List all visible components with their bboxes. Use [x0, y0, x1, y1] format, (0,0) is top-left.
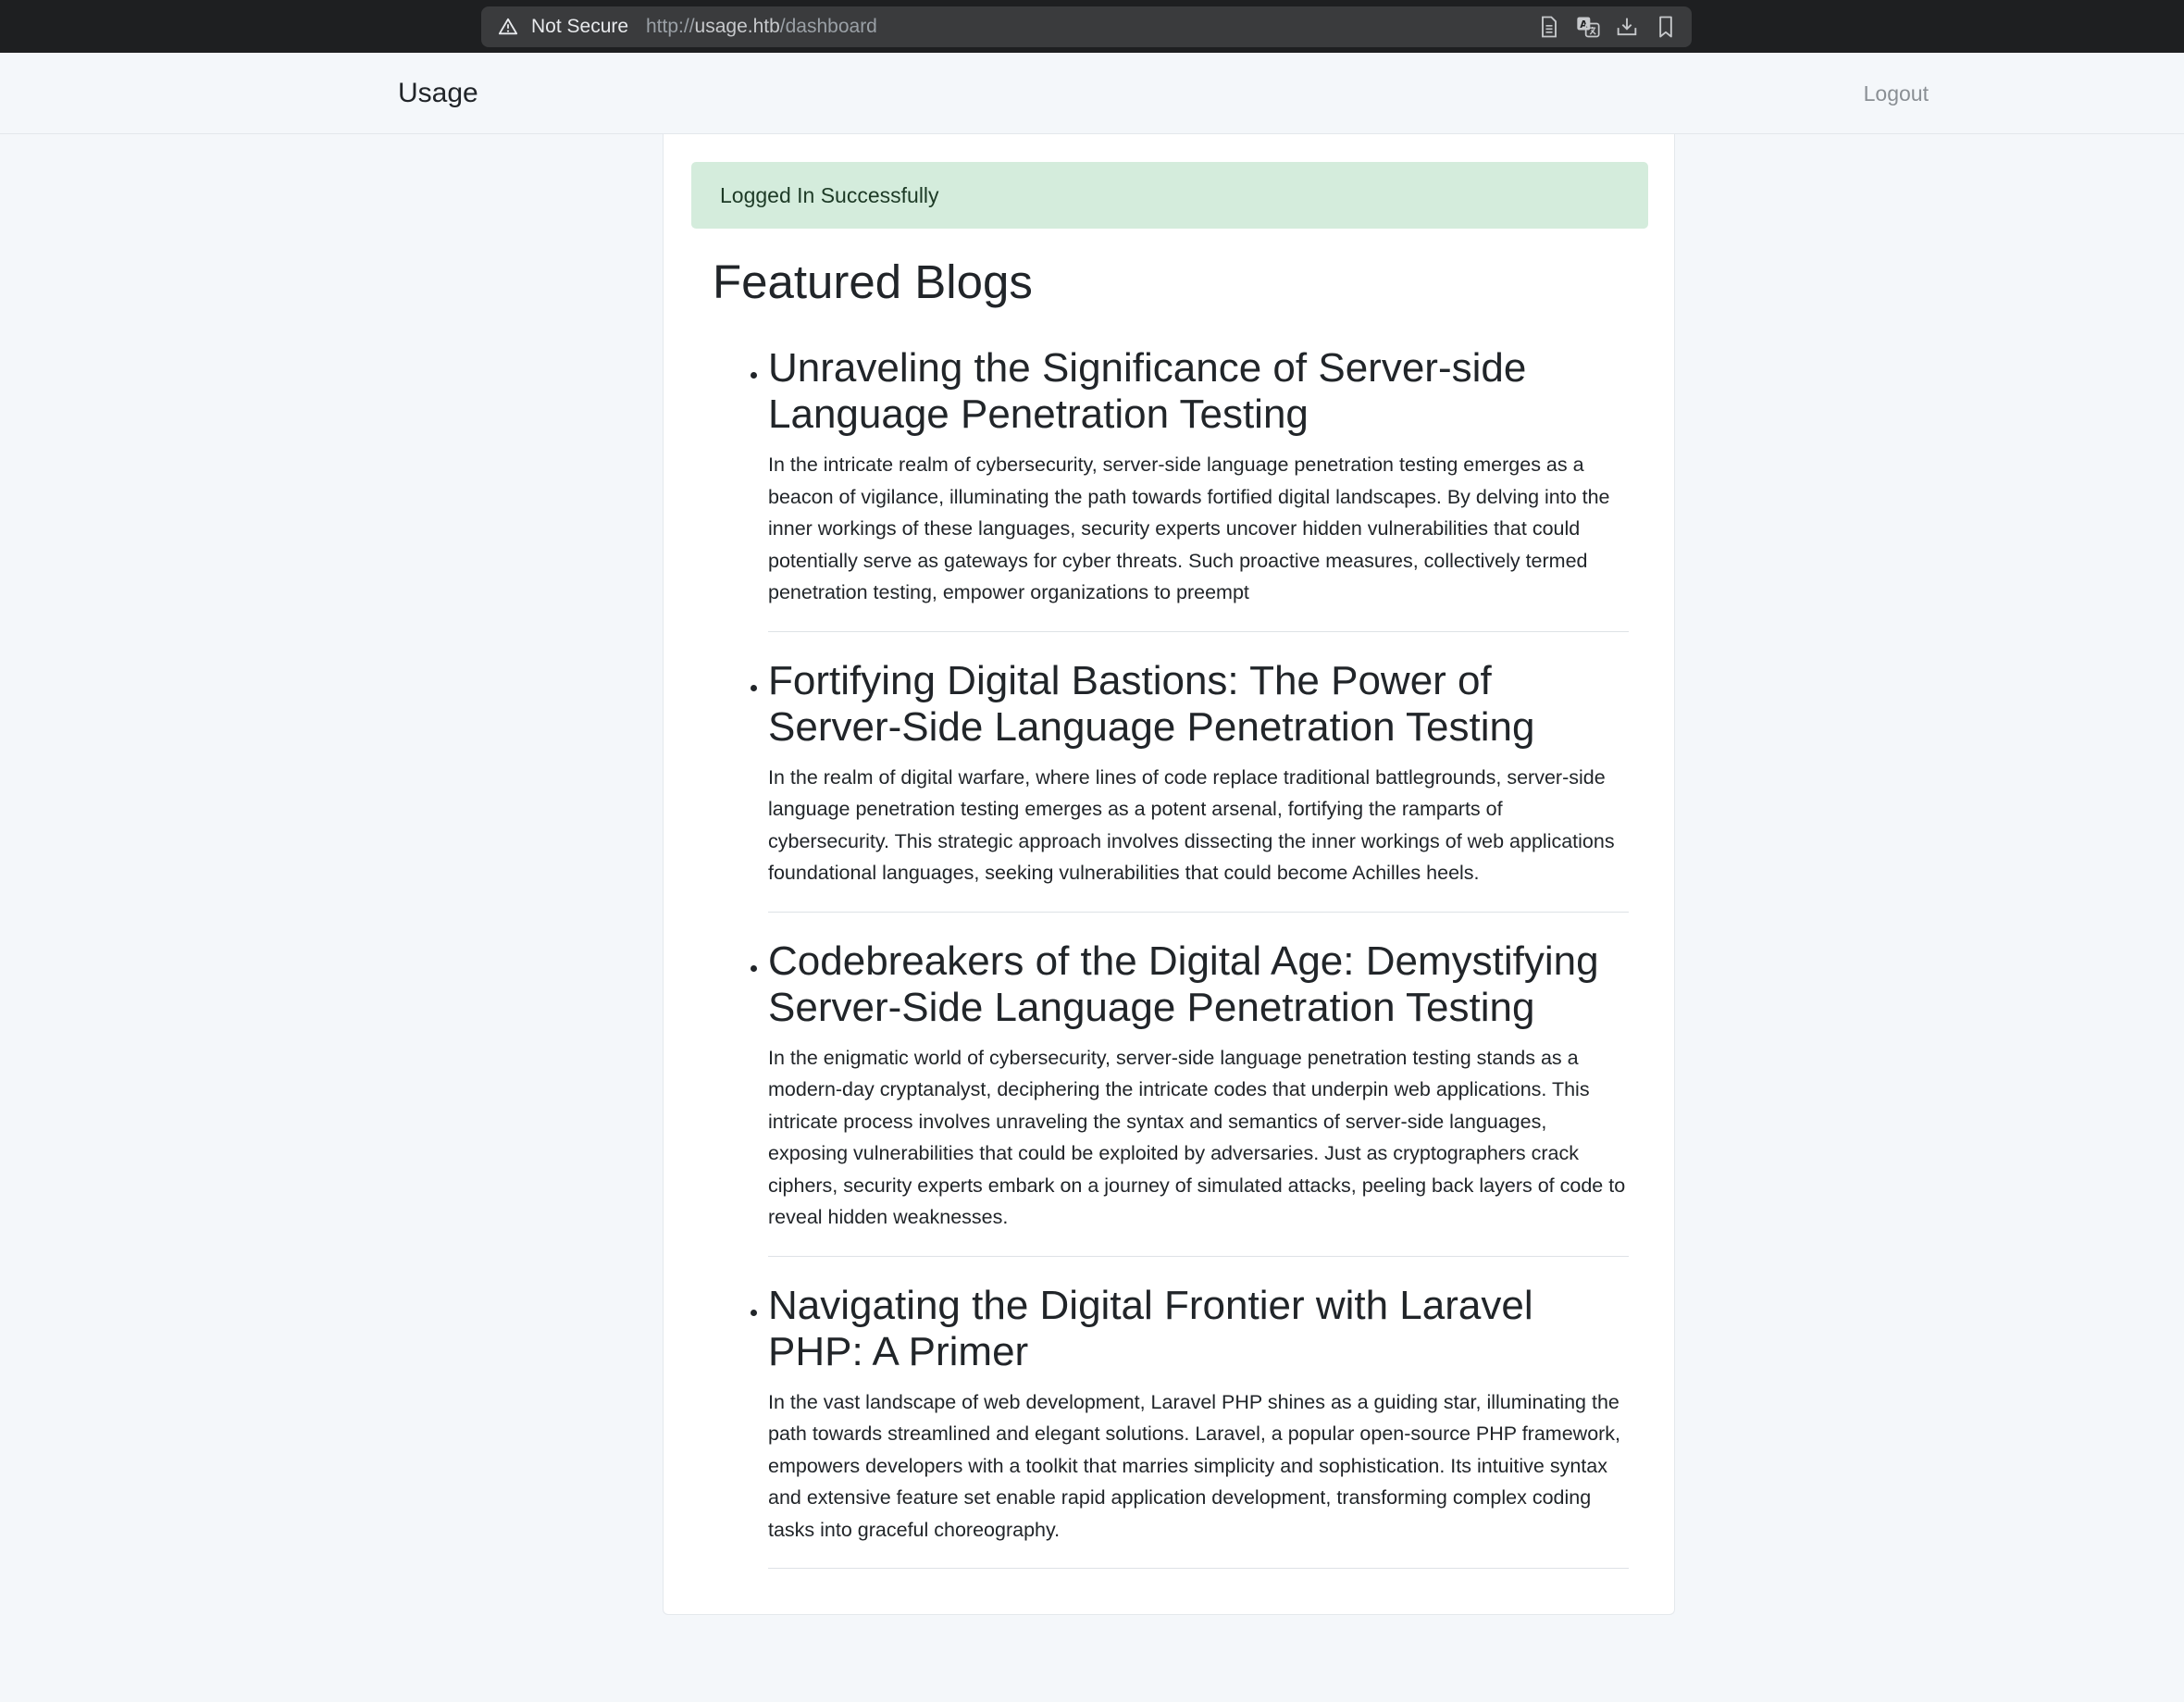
url-path: /dashboard	[779, 16, 877, 37]
blog-title: Unraveling the Significance of Server-side Language Penetration Testing	[768, 345, 1527, 437]
blog-item	[768, 1283, 1629, 1570]
blog-title: Navigating the Digital Frontier with Laravel PHP: A Primer	[768, 1282, 1533, 1374]
blog-title: Codebreakers of the Digital Age: Demystifying Server-Side Language Penetration Testing	[768, 938, 1599, 1030]
bookmark-icon[interactable]	[1653, 14, 1679, 40]
dashboard-card	[663, 134, 1675, 1615]
url-scheme: http://	[646, 16, 695, 37]
warning-icon[interactable]	[498, 17, 518, 37]
blog-body: In the realm of digital warfare, where lines of code replace traditional battlegrounds, server-side language penetration testing emerges as a potent arsenal, fortifying the ramparts of cybersecurity. This strategic approach involves dissecting the inner workings of web applications foundational languages, seeking vulnerabilities that could become Achilles heels.	[768, 765, 1615, 884]
translate-icon[interactable]	[1575, 14, 1601, 40]
blog-body: In the intricate realm of cybersecurity, server-side language penetration testing emerges as a beacon of vigilance, illuminating the path towards fortified digital landscapes. By delving into the inner workings of these languages, security experts uncover hidden vulnerabilities that could potentially serve as gateways for cyber threats. Such proactive measures, collectively termed penetration testing, empower organizations to preempt	[768, 453, 1610, 603]
blog-list	[768, 345, 1629, 1595]
blog-item	[768, 938, 1629, 1257]
browser-toolbar	[0, 0, 2184, 53]
address-bar[interactable]	[481, 6, 1692, 47]
logout-link[interactable]: Logout	[1863, 81, 1929, 106]
security-status-label[interactable]: Not Secure	[531, 16, 629, 37]
blog-body: In the vast landscape of web development, Laravel PHP shines as a guiding star, illuminating the path towards streamlined and elegant solutions. Laravel, a popular open-source PHP framework, empowers developers with a toolkit that marries simplicity and sophistication. Its intuitive syntax and extensive feature set enable rapid application development, transforming complex coding tasks into graceful choreography.	[768, 1390, 1621, 1541]
url-text[interactable]	[646, 6, 877, 47]
site-navbar	[0, 53, 2184, 134]
svg-text:A: A	[1580, 19, 1588, 31]
blog-item	[768, 658, 1629, 913]
page-title: Featured Blogs	[713, 255, 1033, 308]
success-alert: Logged In Successfully	[691, 162, 1648, 229]
reader-mode-icon[interactable]	[1536, 14, 1562, 40]
download-icon[interactable]	[1614, 14, 1640, 40]
url-host: usage.htb	[694, 16, 780, 37]
brand-link[interactable]: Usage	[398, 78, 478, 108]
blog-body: In the enigmatic world of cybersecurity, server-side language penetration testing stands as a modern-day cryptanalyst, deciphering the intricate codes that underpin web applications. This intricate process involves unraveling the syntax and semantics of server-side languages, exposing vulnerabilities that could be exploited by adversaries. Just as cryptographers crack ciphers, security experts embark on a journey of simulated attacks, peeling back layers of code to reveal hidden weaknesses.	[768, 1046, 1626, 1228]
blog-title: Fortifying Digital Bastions: The Power of Server-Side Language Penetration Testing	[768, 657, 1535, 750]
address-bar-actions	[1536, 6, 1679, 47]
blog-item	[768, 345, 1629, 632]
